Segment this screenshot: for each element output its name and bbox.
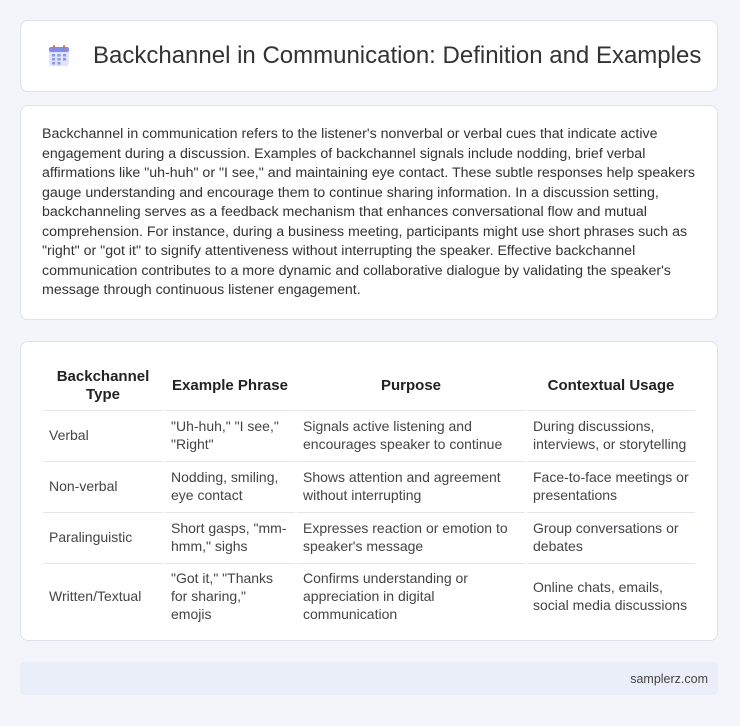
cell-example: "Got it," "Thanks for sharing," emojis xyxy=(165,563,295,628)
intro-paragraph: Backchannel in communication refers to the listener's nonverbal or verbal cues that indicate active engagement during a discussion. Examples of backchannel signals include nodding, brief verbal affirmations like "uh-huh" or "I see," and maintaining eye contact. These subtle responses help speakers gauge understanding and encourage them to continue sharing information. In a discussion setting, backchanneling serves as a feedback mechanism that enhances conversational flow and mutual comprehension. For instance, during a business meeting, participants might use short phrases such as "right" or "got it" to signify attentiveness without interrupting the speaker. Effective backchannel communication contributes to a more dynamic and collaborative dialogue by validating the speaker's message through continuous listener engagement. xyxy=(42,126,695,298)
cell-purpose: Confirms understanding or appreciation in digital communication xyxy=(297,563,525,628)
table-header-row xyxy=(43,364,695,408)
footer-bar xyxy=(20,662,718,695)
cell-usage: During discussions, interviews, or storytelling xyxy=(527,410,695,459)
title-card xyxy=(20,20,718,92)
table-row xyxy=(43,512,695,561)
cell-purpose: Shows attention and agreement without interrupting xyxy=(297,461,525,510)
table-row xyxy=(43,410,695,459)
cell-type: Verbal xyxy=(43,410,163,459)
cell-example: Short gasps, "mm-hmm," sighs xyxy=(165,512,295,561)
cell-type: Non-verbal xyxy=(43,461,163,510)
table-card xyxy=(20,341,718,641)
cell-usage: Online chats, emails, social media discussions xyxy=(527,563,695,628)
cell-type: Paralinguistic xyxy=(43,512,163,561)
footer-site-link[interactable]: samplerz.com xyxy=(630,671,708,686)
table-row xyxy=(43,461,695,510)
cell-purpose: Expresses reaction or emotion to speaker's message xyxy=(297,512,525,561)
page-title: Backchannel in Communication: Definition and Examples xyxy=(93,42,702,69)
cell-type: Written/Textual xyxy=(43,563,163,628)
intro-card xyxy=(20,105,718,320)
cell-example: "Uh-huh," "I see," "Right" xyxy=(165,410,295,459)
cell-usage: Group conversations or debates xyxy=(527,512,695,561)
backchannel-table xyxy=(41,362,697,630)
cell-purpose: Signals active listening and encourages speaker to continue xyxy=(297,410,525,459)
column-header-example: Example Phrase xyxy=(172,377,288,394)
calendar-icon xyxy=(47,44,71,68)
table-row xyxy=(43,563,695,628)
column-header-type: Backchannel Type xyxy=(56,368,150,403)
column-header-purpose: Purpose xyxy=(380,377,441,394)
cell-example: Nodding, smiling, eye contact xyxy=(165,461,295,510)
column-header-usage: Contextual Usage xyxy=(547,377,675,394)
cell-usage: Face-to-face meetings or presentations xyxy=(527,461,695,510)
